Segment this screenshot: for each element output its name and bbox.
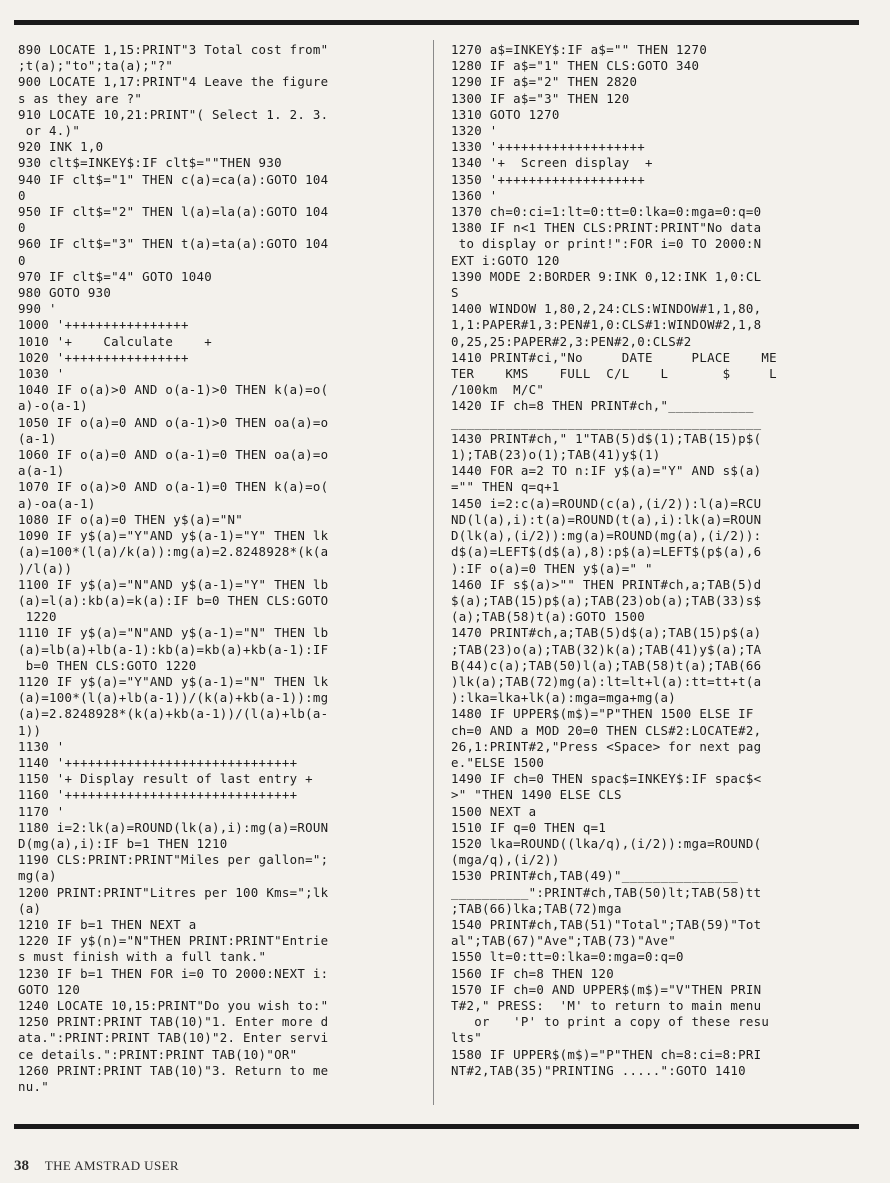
code-line: 1520 lka=ROUND((lka/q),(i/2)):mga=ROUND(: [451, 835, 762, 851]
code-line: 1120 IF y$(a)="Y"AND y$(a-1)="N" THEN lk: [18, 673, 329, 689]
code-line: 1540 PRINT#ch,TAB(51)"Total";TAB(59)"Tot: [451, 916, 762, 932]
code-line: ;t(a);"to";ta(a);"?": [18, 58, 174, 74]
code-line: (a)=100*(l(a)/k(a)):mg(a)=2.8248928*(k(a: [18, 544, 329, 560]
code-line: 1240 LOCATE 10,15:PRINT"Do you wish to:": [18, 997, 329, 1013]
code-line: ;TAB(66)lka;TAB(72)mga: [451, 900, 622, 916]
code-line: a)-oa(a-1): [18, 495, 96, 511]
code-line: b=0 THEN CLS:GOTO 1220: [18, 657, 197, 673]
code-line: 1250 PRINT:PRINT TAB(10)"1. Enter more d: [18, 1014, 329, 1030]
code-line: (a);TAB(58)t(a):GOTO 1500: [451, 609, 645, 625]
code-line: 1);TAB(23)o(1);TAB(41)y$(1): [451, 447, 661, 463]
code-line: or 4.)": [18, 123, 81, 139]
code-line: 910 LOCATE 10,21:PRINT"( Select 1. 2. 3.: [18, 106, 329, 122]
publication-name: THE AMSTRAD USER: [44, 1158, 179, 1173]
code-line: 1460 IF s$(a)>"" THEN PRINT#ch,a;TAB(5)d: [451, 576, 762, 592]
code-line: 1200 PRINT:PRINT"Litres per 100 Kms=";lk: [18, 884, 329, 900]
code-line: 1140 '++++++++++++++++++++++++++++++: [18, 754, 298, 770]
code-line: 1030 ': [18, 366, 65, 382]
code-line: 1370 ch=0:ci=1:lt=0:tt=0:lka=0:mga=0:q=0: [451, 204, 762, 220]
code-line: (a)=100*(l(a)+lb(a-1))/(k(a)+kb(a-1)):mg: [18, 690, 329, 706]
code-line: 1350 '+++++++++++++++++++: [451, 171, 645, 187]
code-line: GOTO 120: [18, 981, 81, 997]
code-line: ce details.":PRINT:PRINT TAB(10)"OR": [18, 1046, 298, 1062]
code-line: ;TAB(23)o(a);TAB(32)k(a);TAB(41)y$(a);TA: [451, 641, 762, 657]
code-line: 1270 a$=INKEY$:IF a$="" THEN 1270: [451, 42, 708, 57]
code-line: or 'P' to print a copy of these resu: [451, 1014, 770, 1030]
code-line: 1180 i=2:lk(a)=ROUND(lk(a),i):mg(a)=ROUN: [18, 819, 329, 835]
code-line: 1230 IF b=1 THEN FOR i=0 TO 2000:NEXT i:: [18, 965, 329, 981]
code-line: 1060 IF o(a)=0 AND o(a-1)=0 THEN oa(a)=o: [18, 447, 329, 463]
code-line: (a)=2.8248928*(k(a)+kb(a-1))/(l(a)+lb(a-: [18, 706, 329, 722]
code-line: to display or print!":FOR i=0 TO 2000:N: [451, 236, 762, 252]
code-line: 1170 ': [18, 803, 65, 819]
code-line: a(a-1): [18, 463, 65, 479]
code-line: T#2," PRESS: 'M' to return to main menu: [451, 997, 762, 1013]
code-line: 1310 GOTO 1270: [451, 106, 560, 122]
code-line: 1580 IF UPPER$(m$)="P"THEN ch=8:ci=8:PRI: [451, 1046, 762, 1062]
code-line: 1190 CLS:PRINT:PRINT"Miles per gallon=";: [18, 852, 329, 868]
code-line: 1090 IF y$(a)="Y"AND y$(a-1)="Y" THEN lk: [18, 528, 329, 544]
code-line: 1300 IF a$="3" THEN 120: [451, 90, 630, 106]
code-line: /100km M/C": [451, 382, 545, 398]
code-line: 1570 IF ch=0 AND UPPER$(m$)="V"THEN PRIN: [451, 981, 762, 997]
code-line: ________________________________________: [451, 414, 762, 430]
code-line: B(44)c(a);TAB(50)l(a);TAB(58)t(a);TAB(66: [451, 657, 762, 673]
code-line: 26,1:PRINT#2,"Press <Space> for next pag: [451, 738, 762, 754]
code-line: 1390 MODE 2:BORDER 9:INK 0,12:INK 1,0:CL: [451, 268, 762, 284]
page-footer: [14, 1158, 179, 1175]
code-line: s as they are ?": [18, 90, 143, 106]
code-line: ):lka=lka+lk(a):mga=mga+mg(a): [451, 690, 677, 706]
code-line: 1500 NEXT a: [451, 803, 537, 819]
code-line: ND(l(a),i):t(a)=ROUND(t(a),i):lk(a)=ROUN: [451, 511, 762, 527]
page-number: 38: [14, 1158, 29, 1174]
code-line: 1450 i=2:c(a)=ROUND(c(a),(i/2)):l(a)=RCU: [451, 495, 762, 511]
code-line: 940 IF clt$="1" THEN c(a)=ca(a):GOTO 104: [18, 171, 329, 187]
code-line: 1130 ': [18, 738, 65, 754]
code-line: s must finish with a full tank.": [18, 949, 267, 965]
code-line: TER KMS FULL C/L L $ L: [451, 366, 777, 382]
code-line: 1290 IF a$="2" THEN 2820: [451, 74, 638, 90]
code-line: lts": [451, 1030, 483, 1046]
code-line: 1070 IF o(a)>0 AND o(a-1)=0 THEN k(a)=o(: [18, 479, 329, 495]
column-divider: [433, 40, 434, 1105]
code-line: 950 IF clt$="2" THEN l(a)=la(a):GOTO 104: [18, 204, 329, 220]
code-line: 890 LOCATE 1,15:PRINT"3 Total cost from": [18, 42, 329, 57]
code-line: 1000 '++++++++++++++++: [18, 317, 189, 333]
code-line: 1280 IF a$="1" THEN CLS:GOTO 340: [451, 58, 700, 74]
code-line: 1340 '+ Screen display +: [451, 155, 653, 171]
code-line: 1220: [18, 609, 57, 625]
code-listing-left-column: [18, 42, 328, 1095]
code-line: EXT i:GOTO 120: [451, 252, 560, 268]
code-line: e."ELSE 1500: [451, 754, 545, 770]
code-line: 1210 IF b=1 THEN NEXT a: [18, 916, 197, 932]
code-line: 1160 '++++++++++++++++++++++++++++++: [18, 787, 298, 803]
code-line: 1490 IF ch=0 THEN spac$=INKEY$:IF spac$<: [451, 771, 762, 787]
code-line: 1320 ': [451, 123, 498, 139]
code-line: 1410 PRINT#ci,"No DATE PLACE ME: [451, 349, 777, 365]
code-line: $(a);TAB(15)p$(a);TAB(23)ob(a);TAB(33)s$: [451, 592, 762, 608]
code-line: nu.": [18, 1079, 50, 1094]
code-line: 1470 PRINT#ch,a;TAB(5)d$(a);TAB(15)p$(a): [451, 625, 762, 641]
code-line: 1150 '+ Display result of last entry +: [18, 771, 313, 787]
code-line: 1440 FOR a=2 TO n:IF y$(a)="Y" AND s$(a): [451, 463, 762, 479]
code-line: 1050 IF o(a)=0 AND o(a-1)>0 THEN oa(a)=o: [18, 414, 329, 430]
code-line: 970 IF clt$="4" GOTO 1040: [18, 268, 212, 284]
code-line: 1360 ': [451, 187, 498, 203]
code-line: 1110 IF y$(a)="N"AND y$(a-1)="N" THEN lb: [18, 625, 329, 641]
code-line: 1040 IF o(a)>0 AND o(a-1)>0 THEN k(a)=o(: [18, 382, 329, 398]
code-line: 1100 IF y$(a)="N"AND y$(a-1)="Y" THEN lb: [18, 576, 329, 592]
code-line: ch=0 AND a MOD 20=0 THEN CLS#2:LOCATE#2,: [451, 722, 762, 738]
code-line: 1330 '+++++++++++++++++++: [451, 139, 645, 155]
top-rule: [14, 20, 859, 25]
code-line: mg(a): [18, 868, 57, 884]
code-line: )lk(a);TAB(72)mg(a):lt=lt+l(a):tt=tt+t(a: [451, 673, 762, 689]
code-line: )/l(a)): [18, 560, 73, 576]
code-line: 1080 IF o(a)=0 THEN y$(a)="N": [18, 511, 244, 527]
code-line: 1400 WINDOW 1,80,2,24:CLS:WINDOW#1,1,80,: [451, 301, 762, 317]
code-line: 1020 '++++++++++++++++: [18, 349, 189, 365]
code-line: (a)=lb(a)+lb(a-1):kb(a)=kb(a)+kb(a-1):IF: [18, 641, 329, 657]
code-line: 1550 lt=0:tt=0:lka=0:mga=0:q=0: [451, 949, 684, 965]
code-line: 0,25,25:PAPER#2,3:PEN#2,0:CLS#2: [451, 333, 692, 349]
code-line: 1480 IF UPPER$(m$)="P"THEN 1500 ELSE IF: [451, 706, 754, 722]
code-line: 0: [18, 252, 26, 268]
code-line: __________":PRINT#ch,TAB(50)lt;TAB(58)tt: [451, 884, 762, 900]
code-line: ata.":PRINT:PRINT TAB(10)"2. Enter servi: [18, 1030, 329, 1046]
code-line: 1010 '+ Calculate +: [18, 333, 212, 349]
code-line: 960 IF clt$="3" THEN t(a)=ta(a):GOTO 104: [18, 236, 329, 252]
code-line: 1510 IF q=0 THEN q=1: [451, 819, 607, 835]
code-line: d$(a)=LEFT$(d$(a),8):p$(a)=LEFT$(p$(a),6: [451, 544, 762, 560]
code-line: 1220 IF y$(n)="N"THEN PRINT:PRINT"Entrie: [18, 933, 329, 949]
code-line: 1260 PRINT:PRINT TAB(10)"3. Return to me: [18, 1062, 329, 1078]
code-line: 990 ': [18, 301, 57, 317]
code-line: (a): [18, 900, 42, 916]
code-line: 900 LOCATE 1,17:PRINT"4 Leave the figure: [18, 74, 329, 90]
code-line: 1430 PRINT#ch," 1"TAB(5)d$(1);TAB(15)p$(: [451, 430, 762, 446]
code-line: NT#2,TAB(35)"PRINTING .....":GOTO 1410: [451, 1062, 746, 1078]
code-line: al";TAB(67)"Ave";TAB(73)"Ave": [451, 933, 677, 949]
code-line: 1)): [18, 722, 42, 738]
code-line: ="" THEN q=q+1: [451, 479, 560, 495]
code-line: 1560 IF ch=8 THEN 120: [451, 965, 614, 981]
code-line: 0: [18, 220, 26, 236]
code-line: 930 clt$=INKEY$:IF clt$=""THEN 930: [18, 155, 282, 171]
code-line: ):IF o(a)=0 THEN y$(a)=" ": [451, 560, 653, 576]
code-line: 1530 PRINT#ch,TAB(49)"_______________: [451, 868, 739, 884]
code-line: 920 INK 1,0: [18, 139, 104, 155]
code-line: (a-1): [18, 430, 57, 446]
code-line: S: [451, 285, 459, 301]
code-line: a)-o(a-1): [18, 398, 88, 414]
code-line: 1,1:PAPER#1,3:PEN#1,0:CLS#1:WINDOW#2,1,8: [451, 317, 762, 333]
code-line: 980 GOTO 930: [18, 285, 112, 301]
code-line: D(mg(a),i):IF b=1 THEN 1210: [18, 835, 228, 851]
code-line: (mga/q),(i/2)): [451, 852, 560, 868]
code-line: >" "THEN 1490 ELSE CLS: [451, 787, 622, 803]
code-line: 1380 IF n<1 THEN CLS:PRINT:PRINT"No data: [451, 220, 762, 236]
code-line: 1420 IF ch=8 THEN PRINT#ch,"___________: [451, 398, 754, 414]
code-listing-right-column: [451, 42, 777, 1079]
bottom-rule: [14, 1124, 859, 1129]
code-line: 0: [18, 187, 26, 203]
code-line: (a)=l(a):kb(a)=k(a):IF b=0 THEN CLS:GOTO: [18, 592, 329, 608]
code-line: D(lk(a),(i/2)):mg(a)=ROUND(mg(a),(i/2)):: [451, 528, 762, 544]
